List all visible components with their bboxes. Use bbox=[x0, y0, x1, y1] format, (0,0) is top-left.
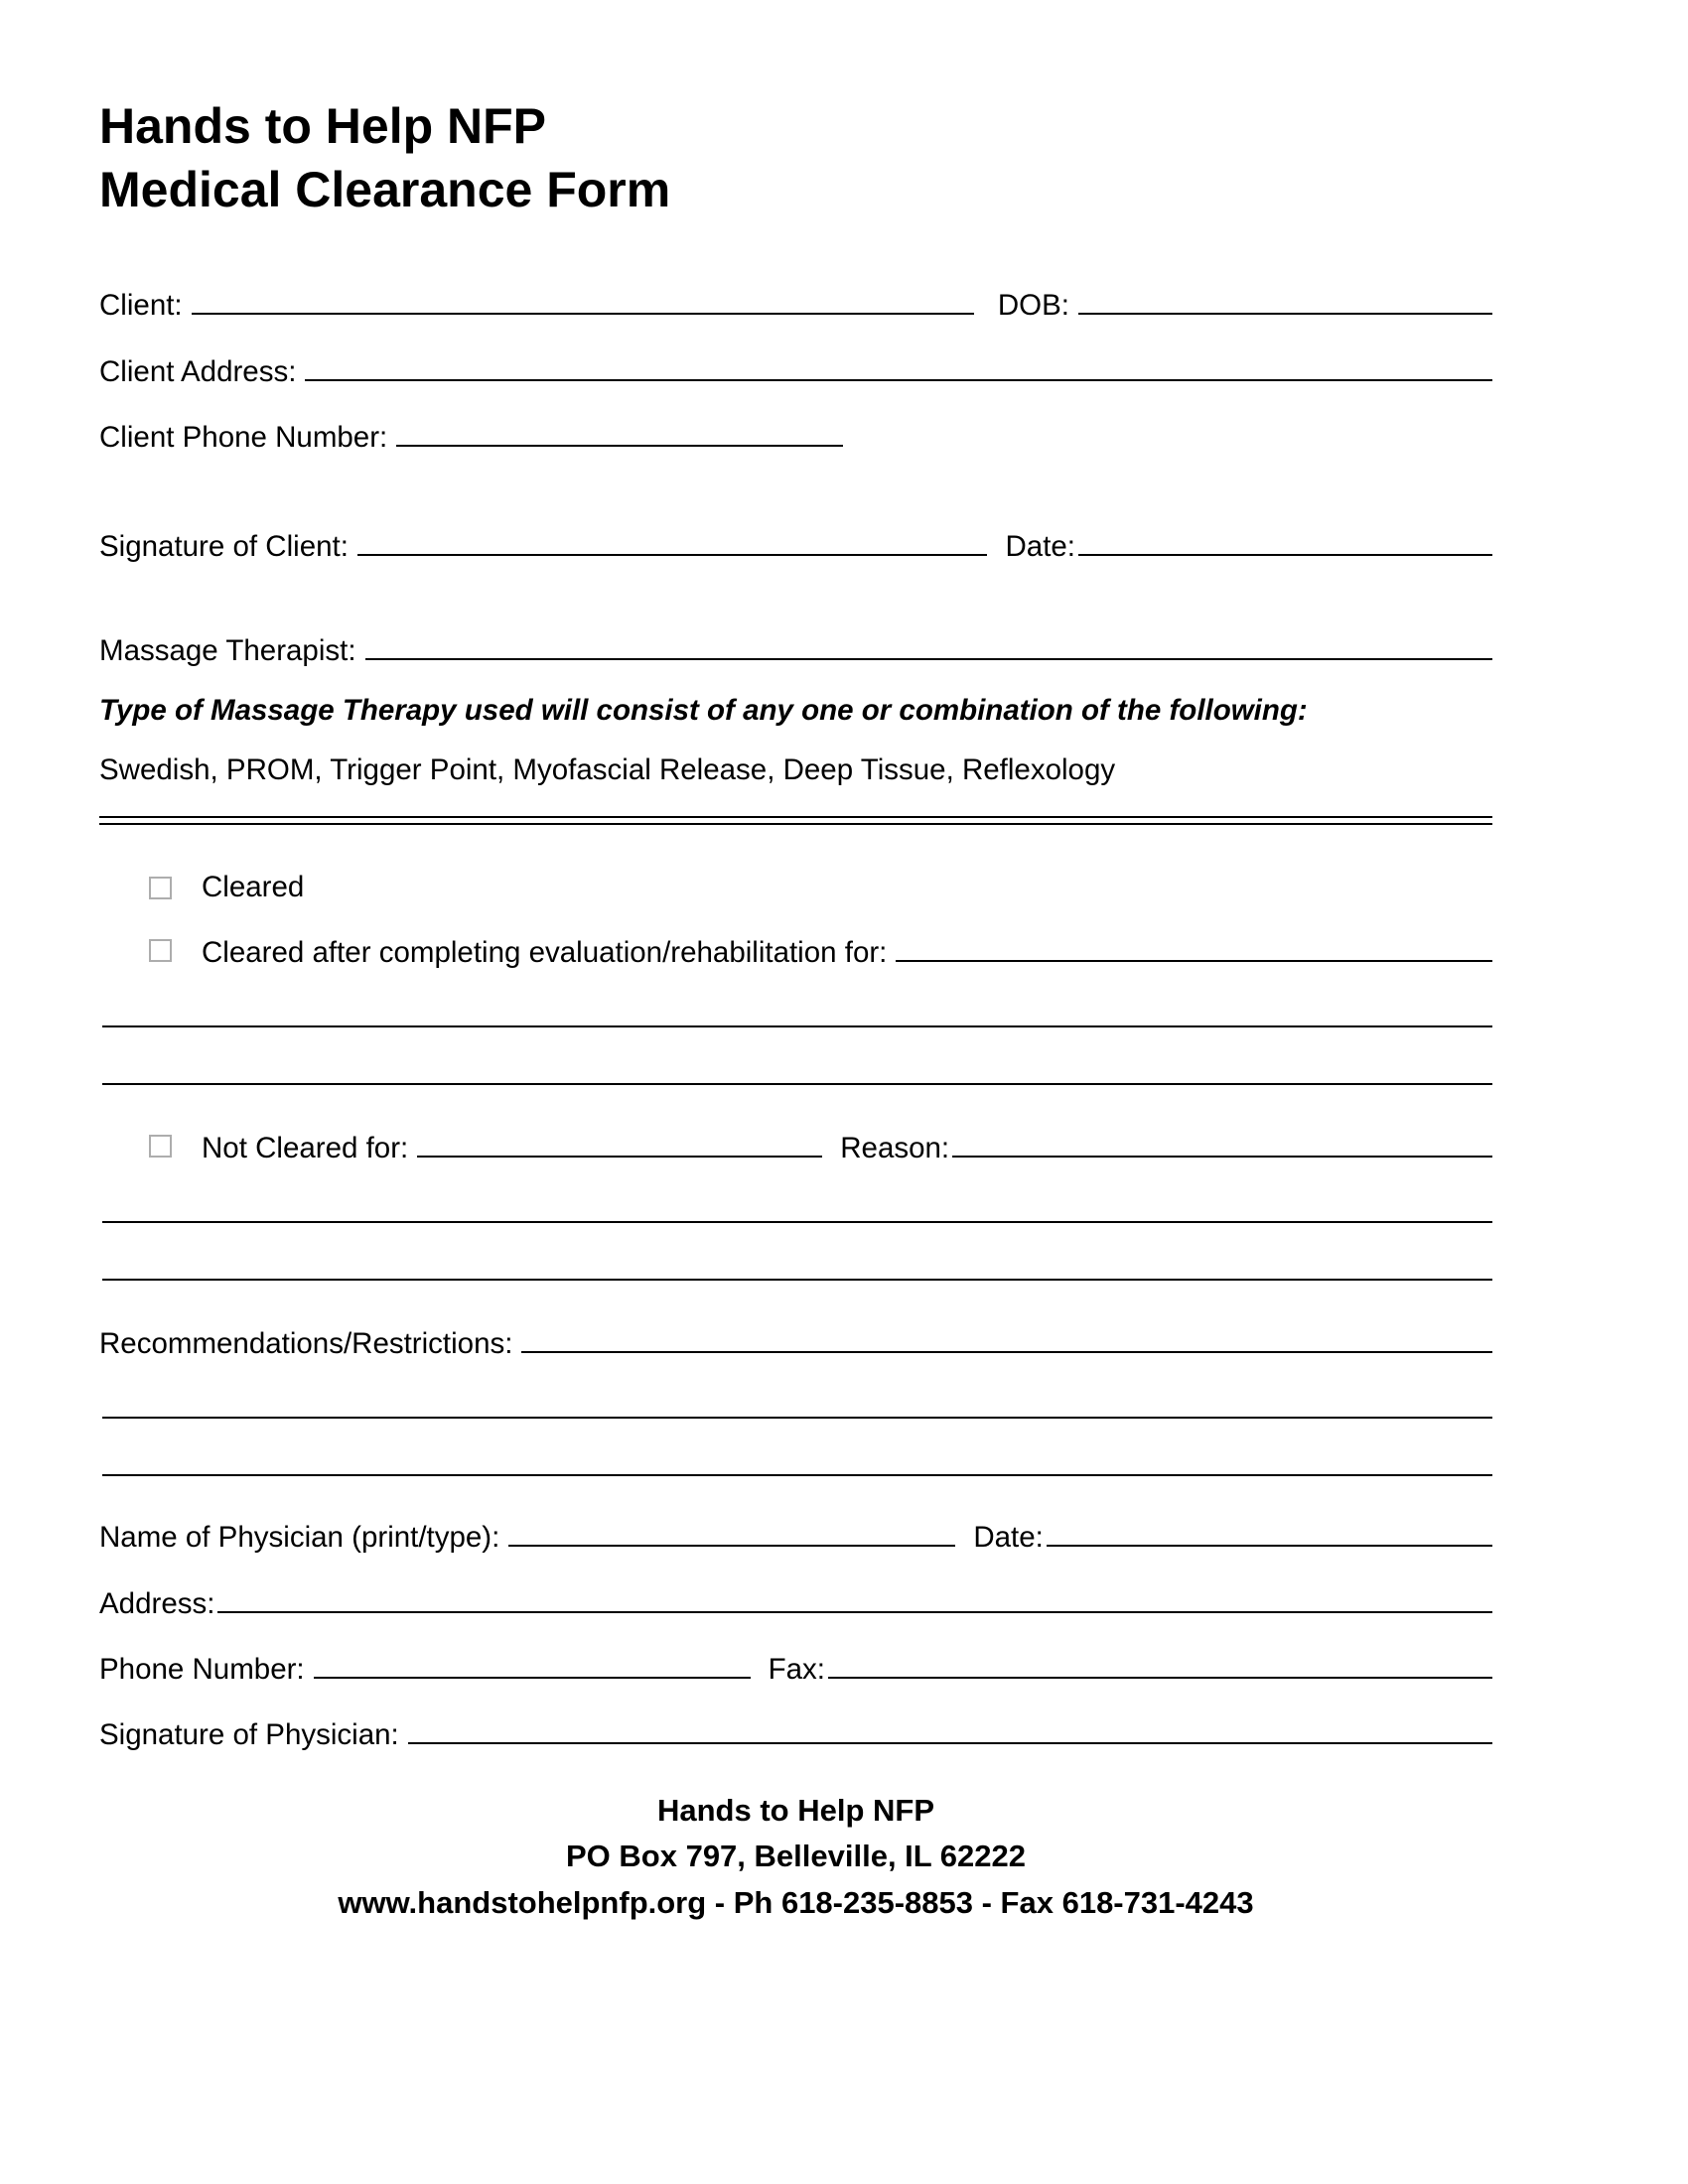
client-signature-label: Signature of Client: bbox=[99, 530, 349, 564]
cleared-after-blank-row-1 bbox=[99, 996, 1492, 1027]
client-signature-row bbox=[99, 524, 1492, 565]
physician-fax-label: Fax: bbox=[768, 1652, 825, 1686]
form-title-org: Hands to Help NFP bbox=[99, 98, 547, 154]
cleared-label: Cleared bbox=[202, 870, 305, 903]
physician-name-label: Name of Physician (print/type): bbox=[99, 1521, 500, 1555]
not-cleared-checkbox[interactable] bbox=[149, 1135, 172, 1158]
reason-blank-line-1[interactable] bbox=[102, 1191, 1492, 1223]
footer-org: Hands to Help NFP bbox=[656, 1792, 934, 1828]
form-title bbox=[99, 94, 1492, 221]
form-title-name: Medical Clearance Form bbox=[99, 162, 671, 217]
recommendations-blank-row-2 bbox=[99, 1443, 1492, 1475]
recommendations-blank-line-1[interactable] bbox=[102, 1387, 1492, 1419]
reason-label: Reason: bbox=[840, 1132, 950, 1165]
cleared-row bbox=[99, 871, 1492, 905]
not-cleared-row bbox=[99, 1126, 1492, 1166]
client-address-field[interactable] bbox=[305, 348, 1492, 380]
client-phone-field[interactable] bbox=[396, 414, 843, 446]
client-date-label: Date: bbox=[1005, 530, 1075, 564]
recommendations-field[interactable] bbox=[521, 1321, 1492, 1353]
cleared-after-blank-line-2[interactable] bbox=[102, 1052, 1492, 1084]
client-row bbox=[99, 283, 1492, 324]
physician-phone-field[interactable] bbox=[314, 1646, 751, 1678]
physician-address-row bbox=[99, 1580, 1492, 1621]
physician-date-label: Date: bbox=[973, 1521, 1044, 1555]
client-signature-field[interactable] bbox=[357, 524, 988, 556]
cleared-after-field[interactable] bbox=[896, 930, 1492, 962]
client-address-row bbox=[99, 348, 1492, 389]
physician-name-field[interactable] bbox=[508, 1515, 955, 1547]
recommendations-label: Recommendations/Restrictions: bbox=[99, 1327, 513, 1361]
cleared-after-blank-line-1[interactable] bbox=[102, 996, 1492, 1027]
physician-phone-row bbox=[99, 1646, 1492, 1687]
cleared-checkbox[interactable] bbox=[149, 877, 172, 899]
client-address-label: Client Address: bbox=[99, 354, 297, 388]
massage-therapist-field[interactable] bbox=[365, 628, 1492, 660]
physician-address-label: Address: bbox=[99, 1586, 215, 1620]
client-date-field[interactable] bbox=[1078, 524, 1492, 556]
physician-signature-label: Signature of Physician: bbox=[99, 1718, 399, 1752]
recommendations-row bbox=[99, 1321, 1492, 1362]
massage-therapist-row bbox=[99, 628, 1492, 669]
therapy-note: Type of Massage Therapy used will consist of any one or combination of the following: bbox=[99, 694, 1308, 728]
footer bbox=[99, 1788, 1492, 1927]
physician-address-field[interactable] bbox=[217, 1580, 1492, 1612]
physician-name-row bbox=[99, 1515, 1492, 1556]
reason-blank-row-1 bbox=[99, 1191, 1492, 1223]
recommendations-blank-line-2[interactable] bbox=[102, 1443, 1492, 1475]
footer-address: PO Box 797, Belleville, IL 62222 bbox=[566, 1839, 1026, 1874]
cleared-after-label: Cleared after completing evaluation/rehabilitation for: bbox=[202, 936, 888, 969]
cleared-after-row bbox=[99, 930, 1492, 971]
reason-blank-line-2[interactable] bbox=[102, 1248, 1492, 1280]
physician-phone-label: Phone Number: bbox=[99, 1652, 305, 1686]
cleared-after-blank-row-2 bbox=[99, 1052, 1492, 1084]
reason-field[interactable] bbox=[952, 1126, 1492, 1158]
client-field[interactable] bbox=[192, 283, 974, 315]
dob-label: DOB: bbox=[997, 289, 1069, 323]
cleared-after-checkbox[interactable] bbox=[149, 939, 172, 962]
client-phone-label: Client Phone Number: bbox=[99, 420, 388, 454]
therapy-types: Swedish, PROM, Trigger Point, Myofascial Release, Deep Tissue, Reflexology bbox=[99, 752, 1116, 786]
reason-blank-row-2 bbox=[99, 1248, 1492, 1280]
physician-signature-field[interactable] bbox=[408, 1712, 1492, 1744]
recommendations-blank-row-1 bbox=[99, 1387, 1492, 1419]
not-cleared-field[interactable] bbox=[417, 1126, 822, 1158]
dob-field[interactable] bbox=[1078, 283, 1492, 315]
physician-date-field[interactable] bbox=[1047, 1515, 1492, 1547]
client-phone-row bbox=[99, 414, 1492, 455]
physician-signature-row bbox=[99, 1712, 1492, 1753]
massage-therapist-label: Massage Therapist: bbox=[99, 634, 356, 668]
physician-fax-field[interactable] bbox=[828, 1646, 1492, 1678]
not-cleared-label: Not Cleared for: bbox=[202, 1132, 409, 1165]
footer-contact: www.handstohelpnfp.org - Ph 618-235-8853 - Fax 618-731-4243 bbox=[338, 1884, 1254, 1920]
client-label: Client: bbox=[99, 289, 183, 323]
section-divider bbox=[99, 816, 1492, 825]
